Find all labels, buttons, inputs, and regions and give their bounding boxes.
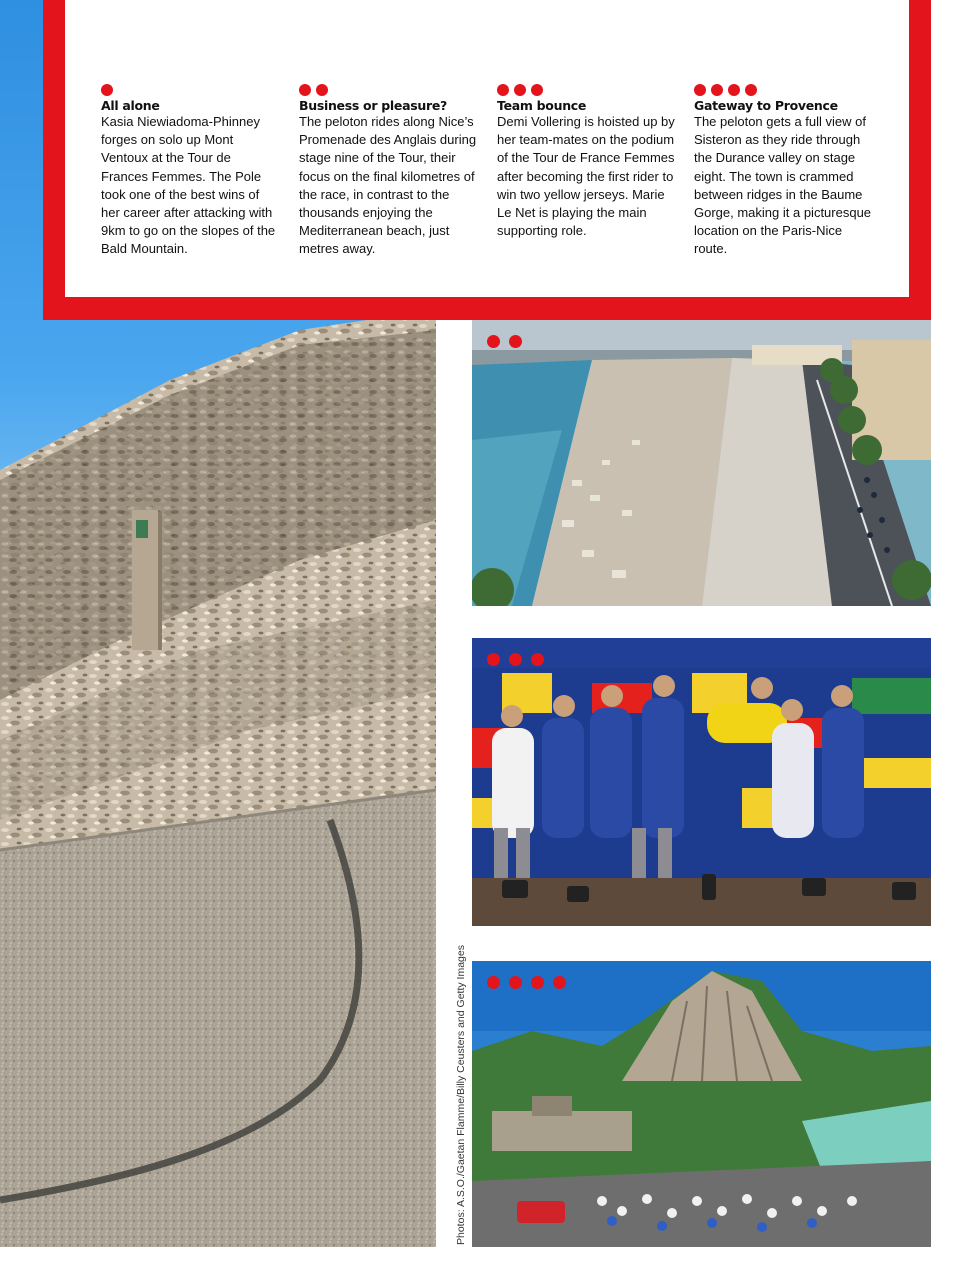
marker-dots-3	[497, 83, 677, 96]
podium-photo	[472, 638, 931, 926]
red-dot-icon	[711, 84, 723, 96]
caption-box-inner	[65, 0, 909, 297]
marker-dots-4	[694, 83, 874, 96]
red-dot-icon	[553, 976, 566, 989]
marker-dots-2	[299, 83, 479, 96]
caption-title: All alone	[101, 98, 160, 113]
caption-3	[497, 83, 677, 240]
sisteron-photo	[472, 961, 931, 1247]
red-dot-icon	[497, 84, 509, 96]
caption-body: Kasia Niewiadoma-Phinney forges on solo up Mont Ventoux at the Tour de Frances Femmes. The Pole took one of the best wins of her career after attacking with 9km to go on the slopes of the Bald Mountain.	[101, 114, 276, 257]
caption-box	[43, 0, 931, 320]
caption-body: Demi Vollering is hoisted up by her team-mates on the podium of the Tour de France Femmes after becoming the first rider to win two yellow jerseys. Marie Le Net is playing the main supporting role.	[497, 114, 675, 239]
marker-dots-3	[487, 653, 553, 671]
caption-2	[299, 83, 479, 259]
marker-dots-4	[487, 976, 575, 994]
red-dot-icon	[509, 653, 522, 666]
red-dot-icon	[531, 84, 543, 96]
red-dot-icon	[728, 84, 740, 96]
red-dot-icon	[509, 976, 522, 989]
red-dot-icon	[509, 335, 522, 348]
red-dot-icon	[487, 976, 500, 989]
marker-dots-1	[101, 83, 281, 96]
caption-body: The peloton rides along Nice’s Promenade des Anglais during stage nine of the Tour, their focus on the final kilometres of the race, in contrast to the thousands enjoying the Mediterranean beach, just metres away.	[299, 114, 477, 257]
red-dot-icon	[531, 653, 544, 666]
red-dot-icon	[694, 84, 706, 96]
caption-title: Gateway to Provence	[694, 98, 838, 113]
red-dot-icon	[101, 84, 113, 96]
caption-4	[694, 83, 874, 259]
caption-title: Team bounce	[497, 98, 587, 113]
red-dot-icon	[531, 976, 544, 989]
red-dot-icon	[745, 84, 757, 96]
red-dot-icon	[487, 335, 500, 348]
red-dot-icon	[487, 653, 500, 666]
caption-title: Business or pleasure?	[299, 98, 447, 113]
red-dot-icon	[514, 84, 526, 96]
nice-promenade-photo	[472, 320, 931, 606]
marker-dots-2	[487, 335, 531, 353]
caption-body: The peloton gets a full view of Sisteron as they ride through the Durance valley on stage eight. The town is crammed between ridges in the Baume Gorge, making it a picturesque location on the Paris-Nice route.	[694, 114, 872, 257]
red-dot-icon	[316, 84, 328, 96]
red-dot-icon	[299, 84, 311, 96]
caption-1	[101, 83, 281, 259]
photo-credit: Photos: A.S.O./Gaetan Flamme/Billy Ceusters and Getty Images	[455, 945, 467, 1245]
